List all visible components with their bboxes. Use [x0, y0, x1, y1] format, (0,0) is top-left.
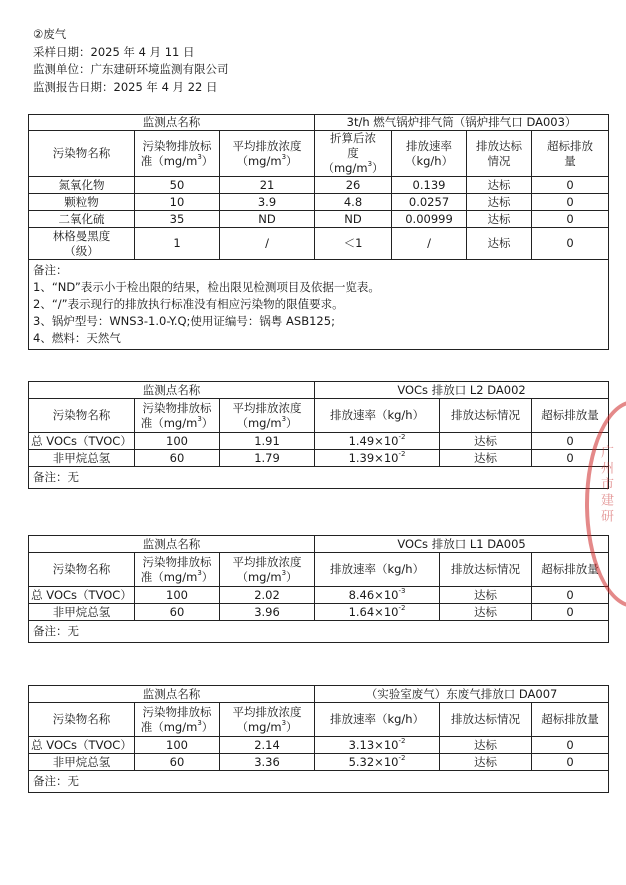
point-label: 监测点名称	[29, 686, 315, 703]
cell: $1.64\times 10^{-2}$	[315, 604, 440, 621]
cell: $8.46\times 10^{-3}$	[315, 587, 440, 604]
sampling-date: 采样日期：2025 年 4 月 11 日	[33, 44, 195, 59]
point-name: 3t/h 燃气锅炉排气筒（锅炉排气口 DA003）	[315, 115, 609, 131]
cell: 二氧化硫	[29, 211, 135, 228]
cell: 非甲烷总氢	[29, 450, 135, 467]
cell: $1.39\times 10^{-2}$	[315, 450, 440, 467]
header-cell: 污染物名称	[29, 399, 135, 433]
notes-row	[29, 771, 609, 793]
lab-exhaust-table	[28, 685, 609, 793]
header-cell: 排放达标 情况	[467, 131, 532, 177]
cell: 3.9	[220, 194, 315, 211]
cell: $3.13\times 10^{-2}$	[315, 737, 440, 754]
notes-row	[29, 260, 609, 350]
header-cell: 平均排放浓度 $(mg/m^3)$	[220, 399, 315, 433]
cell: ＜1	[315, 228, 392, 260]
cell: 0	[532, 228, 609, 260]
cell: 0	[532, 433, 609, 450]
cell: $5.32\times 10^{-2}$	[315, 754, 440, 771]
cell: 100	[135, 433, 220, 450]
cell: 达标	[467, 194, 532, 211]
cell: 0	[532, 450, 609, 467]
cell: 颗粒物	[29, 194, 135, 211]
cell: /	[392, 228, 467, 260]
header-cell: 排放速率 （kg/h）	[392, 131, 467, 177]
cell: 0	[532, 737, 609, 754]
cell: 0.139	[392, 177, 467, 194]
notes-row	[29, 467, 609, 489]
cell: 氮氧化物	[29, 177, 135, 194]
note-line: 备注：无	[29, 467, 609, 489]
header-cell: 排放速率（kg/h）	[315, 703, 440, 737]
table-row	[29, 604, 609, 621]
header-cell: 排放达标情况	[440, 553, 532, 587]
cell: 总 VOCs（TVOC）	[29, 433, 135, 450]
table-row	[29, 450, 609, 467]
header-cell: 污染物排放标 准$(mg/m^3)$	[135, 553, 220, 587]
cell: ND	[220, 211, 315, 228]
header-cell: 超标排放 量	[532, 131, 609, 177]
cell: 达标	[440, 450, 532, 467]
cell: 2.02	[220, 587, 315, 604]
cell: 2.14	[220, 737, 315, 754]
header-cell: 排放达标情况	[440, 703, 532, 737]
cell: 4.8	[315, 194, 392, 211]
cell: 26	[315, 177, 392, 194]
header-cell: 超标排放量	[532, 553, 609, 587]
table-header-row	[29, 703, 609, 737]
cell: 0.0257	[392, 194, 467, 211]
cell: 35	[135, 211, 220, 228]
note-line: 2、“/”表示现行的排放执行标准没有相应污染物的限值要求。	[33, 297, 344, 311]
cell: 0	[532, 587, 609, 604]
report-date: 监测报告日期：2025 年 4 月 22 日	[33, 79, 218, 94]
report-header	[33, 26, 229, 96]
vocs-l2-table	[28, 381, 609, 489]
note-line: 3、锅炉型号：WNS3-1.0-Y.Q;使用证编号：锅粤 ASB125;	[33, 314, 335, 328]
cell: 0	[532, 194, 609, 211]
header-cell: 污染物排放标 准$(mg/m^3)$	[135, 131, 220, 177]
cell: 60	[135, 450, 220, 467]
point-label: 监测点名称	[29, 115, 315, 131]
cell: 达标	[440, 587, 532, 604]
header-cell: 污染物名称	[29, 553, 135, 587]
cell: ND	[315, 211, 392, 228]
table-row	[29, 754, 609, 771]
table-row	[29, 194, 609, 211]
monitoring-unit: 监测单位：广东建研环境监测有限公司	[33, 62, 229, 76]
cell: 10	[135, 194, 220, 211]
notes-row	[29, 621, 609, 643]
point-name: VOCs 排放口 L1 DA005	[315, 536, 609, 553]
cell: 3.36	[220, 754, 315, 771]
section-title: ②废气	[33, 27, 67, 41]
note-line: 备注：无	[29, 621, 609, 643]
header-cell: 平均排放浓度 $(mg/m^3)$	[220, 703, 315, 737]
header-cell: 污染物名称	[29, 703, 135, 737]
header-cell: 排放速率（kg/h）	[315, 553, 440, 587]
vocs-l1-table	[28, 535, 609, 643]
header-cell: 平均排放浓度 $(mg/m^3)$	[220, 131, 315, 177]
notes-cell	[29, 260, 609, 350]
cell: 达标	[467, 211, 532, 228]
header-cell: 超标排放量	[532, 703, 609, 737]
note-line: 4、燃料：天然气	[33, 331, 121, 345]
table-row	[29, 737, 609, 754]
point-name: VOCs 排放口 L2 DA002	[315, 382, 609, 399]
table-row	[29, 433, 609, 450]
note-line: 备注：	[33, 263, 68, 277]
cell: 60	[135, 754, 220, 771]
header-cell: 超标排放量	[532, 399, 609, 433]
cell: 总 VOCs（TVOC）	[29, 737, 135, 754]
cell: 1.91	[220, 433, 315, 450]
cell: /	[220, 228, 315, 260]
cell: 林格曼黑度 （级）	[29, 228, 135, 260]
table-header-row	[29, 553, 609, 587]
header-cell: 排放速率（kg/h）	[315, 399, 440, 433]
cell: 50	[135, 177, 220, 194]
cell: 达标	[467, 177, 532, 194]
cell: 100	[135, 737, 220, 754]
cell: 0.00999	[392, 211, 467, 228]
cell: $1.49\times 10^{-2}$	[315, 433, 440, 450]
table-row	[29, 587, 609, 604]
cell: 0	[532, 604, 609, 621]
cell: 非甲烷总氢	[29, 754, 135, 771]
cell: 0	[532, 211, 609, 228]
cell: 达标	[440, 754, 532, 771]
table-row	[29, 228, 609, 260]
cell: 3.96	[220, 604, 315, 621]
header-cell: 排放达标情况	[440, 399, 532, 433]
cell: 1	[135, 228, 220, 260]
point-name: （实验室废气）东废气排放口 DA007	[315, 686, 609, 703]
boiler-exhaust-table	[28, 114, 609, 350]
official-seal-text: 广州市建研	[598, 445, 613, 525]
cell: 0	[532, 754, 609, 771]
point-label: 监测点名称	[29, 536, 315, 553]
point-label: 监测点名称	[29, 382, 315, 399]
cell: 21	[220, 177, 315, 194]
cell: 0	[532, 177, 609, 194]
header-cell: 平均排放浓度 $(mg/m^3)$	[220, 553, 315, 587]
cell: 非甲烷总氢	[29, 604, 135, 621]
cell: 总 VOCs（TVOC）	[29, 587, 135, 604]
note-line: 1、“ND”表示小于检出限的结果，检出限见检测项目及依据一览表。	[33, 280, 380, 294]
cell: 100	[135, 587, 220, 604]
cell: 达标	[440, 737, 532, 754]
table-header-row	[29, 399, 609, 433]
header-cell: 污染物排放标 准$(mg/m^3)$	[135, 703, 220, 737]
note-line: 备注：无	[29, 771, 609, 793]
cell: 1.79	[220, 450, 315, 467]
header-cell: 污染物排放标 准$(mg/m^3)$	[135, 399, 220, 433]
table-header-row	[29, 131, 609, 177]
cell: 达标	[440, 604, 532, 621]
table-row	[29, 211, 609, 228]
header-cell: 折算后浓 度$(mg/m^3)$	[315, 131, 392, 177]
cell: 60	[135, 604, 220, 621]
cell: 达标	[440, 433, 532, 450]
header-cell: 污染物名称	[29, 131, 135, 177]
cell: 达标	[467, 228, 532, 260]
table-row	[29, 177, 609, 194]
